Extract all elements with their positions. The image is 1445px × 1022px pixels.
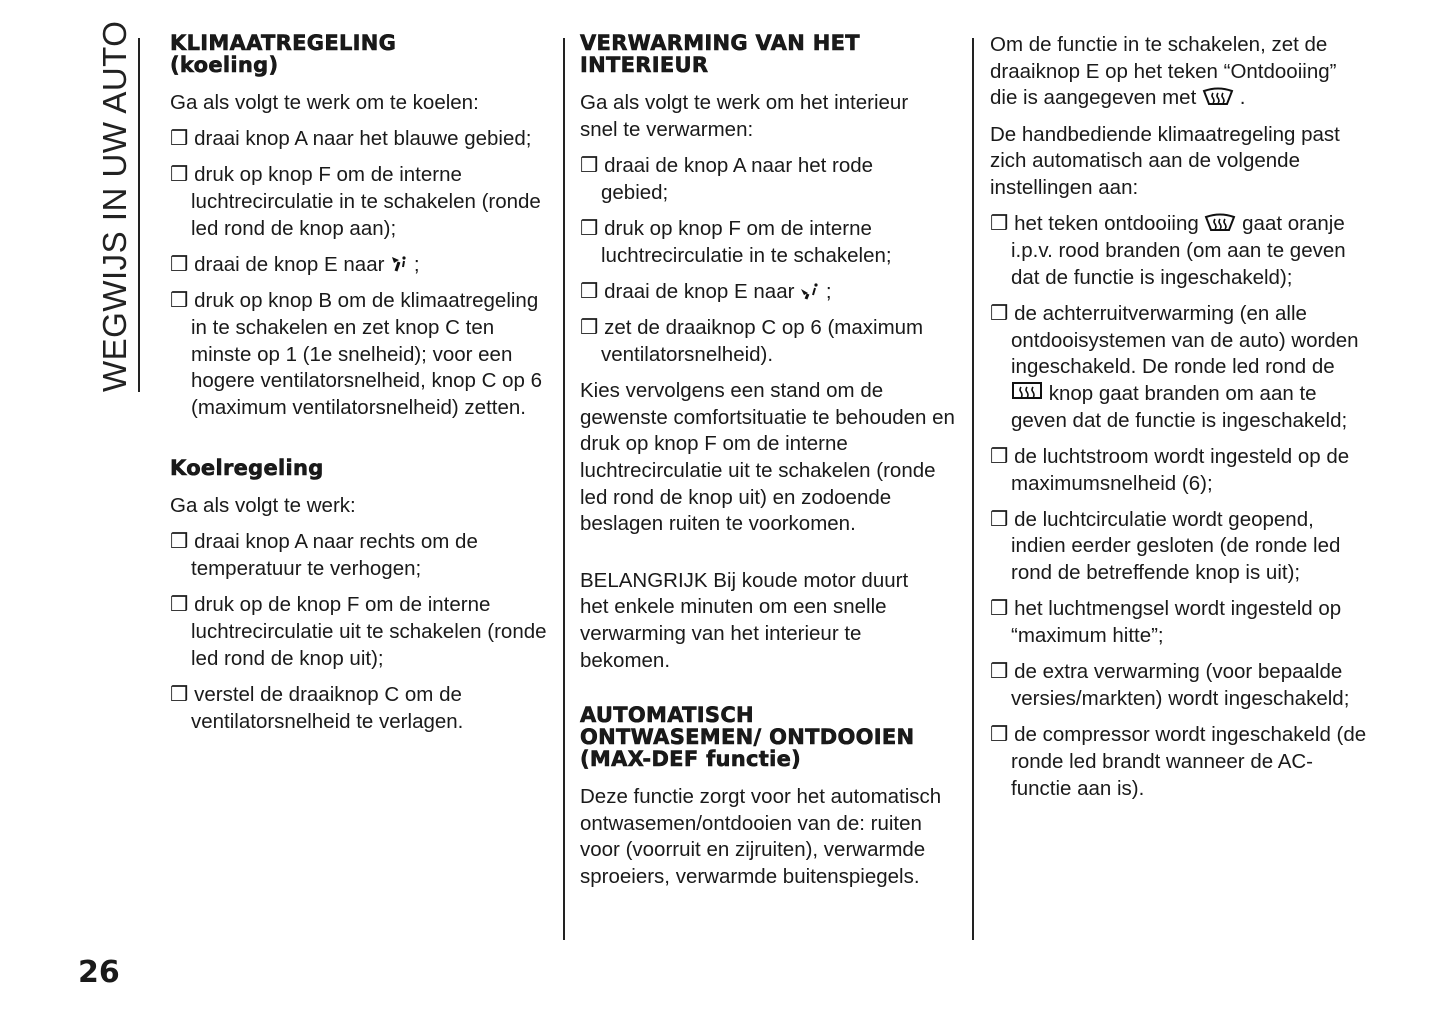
list-item: [990, 722, 1368, 802]
item-text: draai de knop A naar het rode gebied;: [601, 153, 874, 204]
item-text: knop gaat branden om aan te geven dat de functie is ingeschakeld;: [1011, 381, 1348, 432]
paragraph-text: Om de functie in te schakelen, zet de draaiknop E op het teken “Ontdooiing” die is aangegeven met: [990, 33, 1337, 110]
paragraph: [990, 32, 1368, 112]
list-item: [990, 444, 1368, 497]
list-item: [170, 162, 550, 242]
bullet: ❒: [170, 530, 189, 554]
item-text: de extra verwarming (voor bepaalde versies/markten) wordt ingeschakeld;: [1011, 660, 1350, 710]
bullet: ❒: [170, 289, 189, 313]
airflow-feet-icon: [390, 254, 408, 274]
list-item: [580, 315, 958, 368]
item-suffix: ;: [413, 253, 420, 277]
item-text: druk op knop F om de interne luchtrecirculatie in te schakelen;: [601, 216, 892, 267]
paragraph: Ga als volgt te werk om te koelen:: [170, 91, 479, 114]
divider: [138, 38, 140, 392]
item-text: het luchtmengsel wordt ingesteld op “maximum hitte”;: [1011, 597, 1342, 648]
section-title-vertical: WEGWIJS IN UW AUTO: [96, 20, 133, 392]
heading-koelregeling: Koelregeling: [170, 456, 324, 481]
bullet: ❒: [990, 597, 1009, 621]
bullet: ❒: [170, 682, 189, 706]
bullet: ❒: [580, 279, 599, 303]
bullet: ❒: [990, 444, 1009, 468]
airflow-windshield-feet-icon: [800, 281, 820, 301]
item-text: gaat oranje i.p.v. rood branden (om aan te geven dat de functie is ingeschakeld);: [1011, 212, 1346, 289]
list-item: [990, 596, 1368, 649]
list-item: [990, 659, 1368, 712]
list-item: [990, 301, 1368, 435]
item-text: druk op de knop F om de interne luchtrecirculatie uit te schakelen (ronde led rond de knop uit);: [191, 593, 547, 670]
rear-window-defrost-icon: [1011, 381, 1043, 403]
list-item: [170, 682, 550, 735]
item-text: druk op knop B om de klimaatregeling in te schakelen en zet knop C ten minste op 1 (1e snelheid); voor een hogere ventilatorsnelheid, knop C op 6 (maximum ventilatorsnelheid) zetten.: [191, 289, 543, 420]
paragraph: Deze functie zorgt voor het automatisch ontwasemen/ontdooien van de: ruiten voor (voorruit en zijruiten), verwarmde sproeiers, verwarmde buitenspiegels.: [580, 784, 942, 888]
bullet: ❒: [580, 315, 599, 339]
item-text: zet de draaiknop C op 6 (maximum ventilatorsnelheid).: [601, 315, 924, 366]
list-item: [580, 279, 958, 306]
list-item: [580, 153, 921, 206]
item-text: draai de knop E naar: [194, 253, 385, 277]
list-item: [580, 216, 958, 269]
list-item: [990, 211, 1368, 291]
column-3: [990, 32, 1368, 812]
bullet: ❒: [990, 212, 1009, 236]
heading-klimaatregeling: KLIMAATREGELING (koeling): [170, 31, 397, 77]
important-note: BELANGRIJK Bij koude motor duurt het enkele minuten om een snelle verwarming van het interieur te bekomen.: [580, 568, 909, 672]
item-text: de luchtcirculatie wordt geopend, indien eerder gesloten (de ronde led rond de betreffende knop is uit);: [1011, 507, 1341, 585]
bullet: ❒: [990, 723, 1009, 747]
column-divider: [563, 38, 565, 940]
list-item: [170, 252, 550, 279]
bullet: ❒: [170, 127, 189, 151]
bullet: ❒: [580, 216, 599, 240]
paragraph: Ga als volgt te werk:: [170, 494, 356, 518]
item-text: verstel de draaiknop C om de ventilatorsnelheid te verlagen.: [191, 682, 464, 733]
windshield-defrost-icon: [1204, 213, 1236, 233]
paragraph: De handbediende klimaatregeling past zich automatisch aan de volgende instellingen aan:: [990, 122, 1340, 200]
item-text: draai knop A naar rechts om de temperatuur te verhogen;: [191, 530, 478, 581]
item-text: draai knop A naar het blauwe gebied;: [194, 127, 532, 151]
list-item: [170, 126, 550, 153]
bullet: ❒: [170, 253, 189, 277]
column-2: [580, 32, 958, 900]
paragraph: Kies vervolgens een stand om de gewenste comfortsituatie te behouden en druk op knop F om de interne luchtrecirculatie uit te schakelen (ronde led rond de knop uit) en zodoende beslagen ruiten te voorkomen.: [580, 378, 955, 536]
windshield-defrost-icon: [1202, 87, 1234, 107]
paragraph-suffix: .: [1239, 86, 1246, 110]
item-text: de luchtstroom wordt ingesteld op de maximumsnelheid (6);: [1011, 444, 1350, 495]
item-text: de achterruitverwarming (en alle ontdooisystemen van de auto) worden ingeschakeld. De ronde led rond de: [1011, 301, 1359, 379]
list-item: [990, 507, 1368, 587]
bullet: ❒: [990, 660, 1009, 684]
bullet: ❒: [580, 153, 599, 177]
heading-max-def: AUTOMATISCH ONTWASEMEN/ ONTDOOIEN (MAX-DEF functie): [580, 702, 915, 771]
item-text: het teken ontdooiing: [1014, 212, 1199, 236]
heading-verwarming: VERWARMING VAN HET INTERIEUR: [580, 31, 860, 77]
item-suffix: ;: [825, 279, 832, 303]
item-text: draai de knop E naar: [604, 279, 795, 303]
bullet: ❒: [990, 507, 1009, 531]
bullet: ❒: [990, 301, 1009, 325]
list-item: [170, 529, 550, 582]
column-1: [170, 32, 550, 745]
column-divider: [972, 38, 974, 940]
item-text: druk op knop F om de interne luchtrecirculatie in te schakelen (ronde led rond de knop aan);: [191, 163, 541, 240]
list-item: [170, 592, 550, 672]
paragraph: Ga als volgt te werk om het interieur snel te verwarmen:: [580, 91, 909, 141]
list-item: [170, 288, 550, 422]
bullet: ❒: [170, 593, 189, 617]
bullet: ❒: [170, 163, 189, 187]
page-number: 26: [78, 955, 120, 990]
item-text: de compressor wordt ingeschakeld (de ronde led brandt wanneer de AC-functie aan is).: [1011, 723, 1367, 800]
